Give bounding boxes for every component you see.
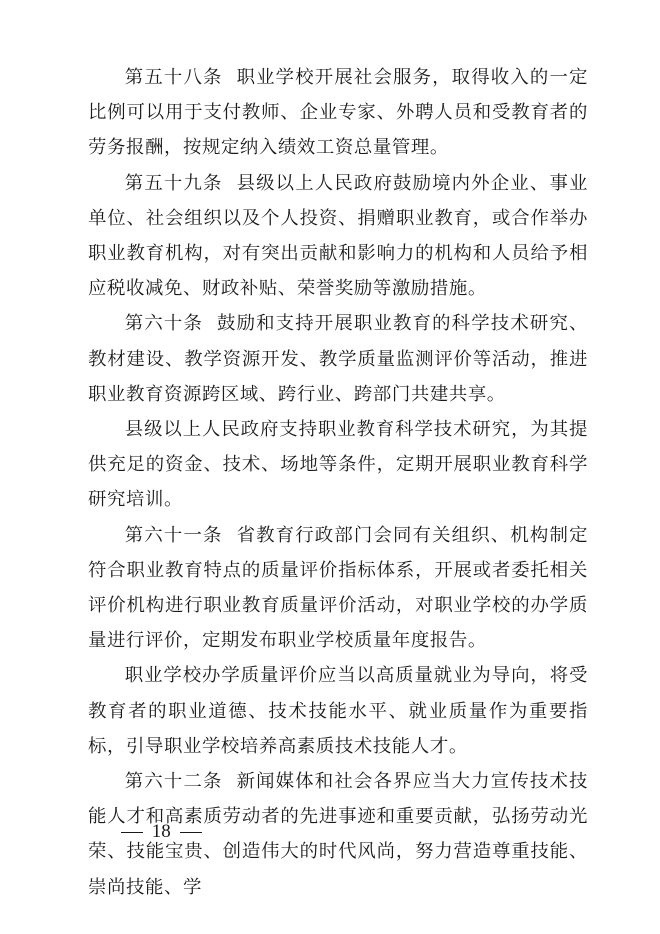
- article-text: 县级以上人民政府支持职业教育科学技术研究，为其提供充足的资金、技术、场地等条件，定期开展职业教育科学研究培训。: [88, 419, 588, 511]
- left-dash: [121, 832, 143, 833]
- article-text: 县级以上人民政府鼓励境内外企业、事业单位、社会组织以及个人投资、捐赠职业教育，或合作举办职业教育机构，对有突出贡献和影响力的机构和人员给予相应税收减免、财政补贴、荣誉奖励等激励措施。: [88, 172, 588, 300]
- article-number: 第六十二条: [124, 771, 223, 793]
- article-text: 职业学校开展社会服务，取得收入的一定比例可以用于支付教师、企业专家、外聘人员和受教育者的劳务报酬，按规定纳入绩效工资总量管理。: [88, 67, 588, 159]
- article-text: 职业学校办学质量评价应当以高质量就业为导向，将受教育者的职业道德、技术技能水平、就业质量作为重要指标，引导职业学校培养高素质技术技能人才。: [88, 665, 588, 757]
- article-number: 第五十八条: [124, 67, 223, 88]
- paragraph-article-58: [88, 60, 588, 166]
- article-number: 第六十条: [124, 313, 204, 335]
- page-footer: [117, 820, 206, 844]
- document-body: [88, 60, 588, 905]
- paragraph-article-61: [88, 518, 588, 659]
- article-text: 新闻媒体和社会各界应当大力宣传技术技能人才和高素质劳动者的先进事迹和重要贡献，弘扬劳动光荣、技能宝贵、创造伟大的时代风尚，努力营造尊重技能、崇尚技能、学: [88, 771, 588, 898]
- paragraph-article-60: [88, 306, 588, 412]
- page-number: 18: [151, 821, 171, 842]
- article-number: 第五十九条: [124, 172, 223, 194]
- paragraph-article-59: [88, 166, 588, 307]
- paragraph-article-61-cont: [88, 658, 588, 764]
- right-dash: [180, 832, 202, 833]
- paragraph-article-60-cont: [88, 412, 588, 518]
- article-text: 鼓励和支持开展职业教育的科学技术研究、教材建设、教学资源开发、教学质量监测评价等活动，推进职业教育资源跨区域、跨行业、跨部门共建共享。: [88, 313, 588, 405]
- article-number: 第六十一条: [124, 524, 223, 546]
- article-text: 省教育行政部门会同有关组织、机构制定符合职业教育特点的质量评价指标体系，开展或者委托相关评价机构进行职业教育质量评价活动，对职业学校的办学质量进行评价，定期发布职业学校质量年度报告。: [88, 524, 588, 652]
